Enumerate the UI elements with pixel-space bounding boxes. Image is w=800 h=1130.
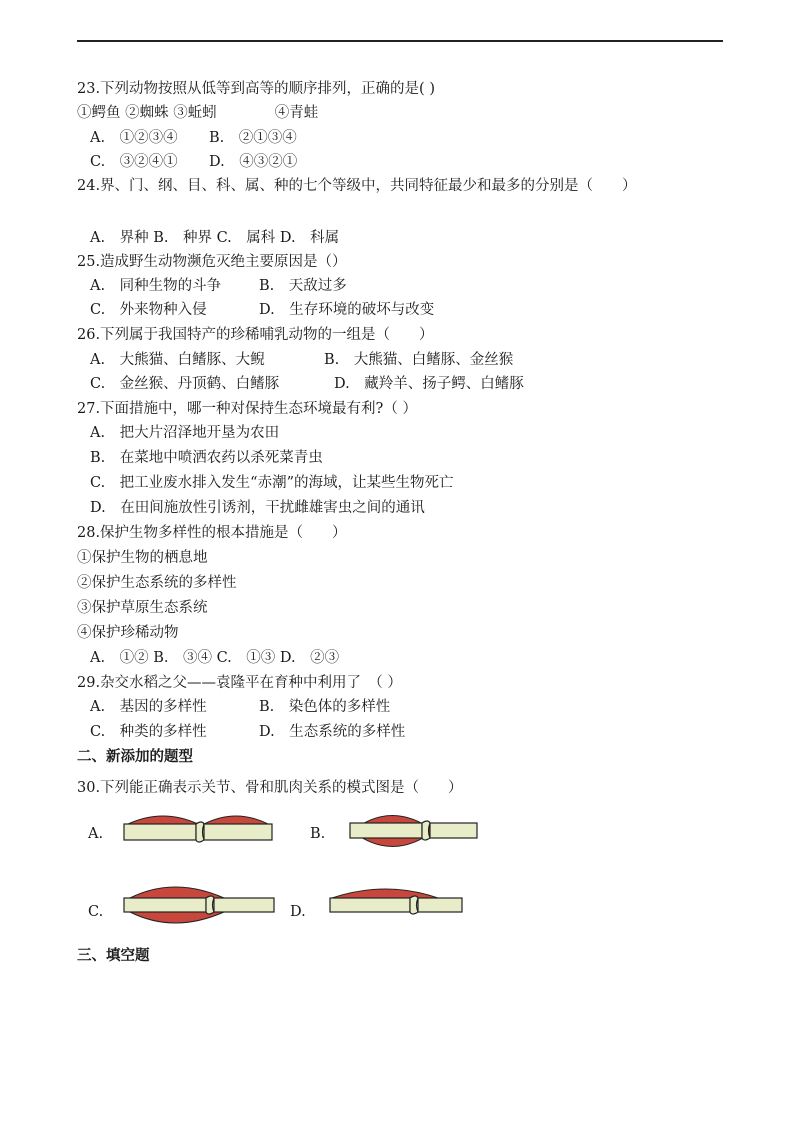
- q28-item-4: ④保护珍稀动物: [77, 625, 179, 641]
- q29-option-c: C. 种类的多样性: [90, 724, 207, 740]
- q23-items: ①鳄鱼 ②蜘蛛 ③蚯蚓 ④青蛙: [77, 105, 319, 121]
- q27-option-a: A. 把大片沼泽地开垦为农田: [90, 425, 280, 441]
- q27-stem: 27.下面措施中，哪一种对保持生态环境最有利?（ ）: [77, 401, 417, 417]
- q30-option-d-label: D.: [290, 904, 306, 920]
- q25-option-b: B. 天敌过多: [259, 278, 347, 294]
- q29-option-d: D. 生态系统的多样性: [259, 724, 406, 740]
- q25-stem: 25.造成野生动物濒危灭绝主要原因是（）: [77, 254, 347, 270]
- q28-item-1: ①保护生物的栖息地: [77, 550, 208, 566]
- q27-option-b: B. 在菜地中喷洒农药以杀死菜青虫: [90, 450, 323, 466]
- q28-options: A. ①② B. ③④ C. ①③ D. ②③: [90, 650, 340, 666]
- q28-item-2: ②保护生态系统的多样性: [77, 575, 237, 591]
- q23-option-c: C. ③②④①: [90, 154, 178, 170]
- q26-option-a: A. 大熊猫、白鳍豚、大鲵: [90, 352, 265, 368]
- q30-option-a-label: A.: [88, 826, 104, 842]
- q28-item-3: ③保护草原生态系统: [77, 600, 208, 616]
- q30-option-c-label: C.: [88, 904, 104, 920]
- joint-diagram-b[interactable]: [346, 806, 481, 856]
- q25-option-a: A. 同种生物的斗争: [90, 278, 222, 294]
- q27-option-c: C. 把工业废水排入发生“赤潮”的海域，让某些生物死亡: [90, 475, 454, 491]
- joint-diagram-a[interactable]: [118, 810, 278, 854]
- q26-option-d: D. 藏羚羊、扬子鳄、白鳍豚: [334, 376, 524, 392]
- q23-stem: 23.下列动物按照从低等到高等的顺序排列，正确的是( ): [77, 81, 435, 97]
- q24-stem: 24.界、门、纲、目、科、属、种的七个等级中，共同特征最少和最多的分别是（ ）: [77, 178, 637, 194]
- q23-option-a: A. ①②③④: [90, 130, 178, 146]
- q28-stem: 28.保护生物多样性的根本措施是（ ）: [77, 525, 347, 541]
- q25-option-d: D. 生存环境的破坏与改变: [259, 302, 435, 318]
- q30-stem: 30.下列能正确表示关节、骨和肌肉关系的模式图是（ ）: [77, 780, 463, 796]
- q26-stem: 26.下列属于我国特产的珍稀哺乳动物的一组是（ ）: [77, 327, 434, 343]
- section-heading-3: 三、填空题: [77, 948, 150, 964]
- q27-option-d: D. 在田间施放性引诱剂，干扰雌雄害虫之间的通讯: [90, 500, 425, 516]
- q29-option-a: A. 基因的多样性: [90, 699, 207, 715]
- q29-option-b: B. 染色体的多样性: [259, 699, 391, 715]
- q30-option-b-label: B.: [310, 826, 326, 842]
- header-rule: [77, 40, 723, 42]
- q29-stem: 29.杂交水稻之父——袁隆平在育种中利用了 （ ）: [77, 675, 402, 691]
- q25-option-c: C. 外来物种入侵: [90, 302, 207, 318]
- q24-options: A. 界种 B. 种界 C. 属科 D. 科属: [90, 230, 340, 246]
- section-heading-2: 二、新添加的题型: [77, 749, 193, 765]
- joint-diagram-d[interactable]: [326, 882, 466, 926]
- q26-option-c: C. 金丝猴、丹顶鹤、白鳍豚: [90, 376, 280, 392]
- q23-option-d: D. ④③②①: [209, 154, 298, 170]
- joint-diagram-c[interactable]: [120, 880, 280, 930]
- q26-option-b: B. 大熊猫、白鳍豚、金丝猴: [324, 352, 514, 368]
- q23-option-b: B. ②①③④: [209, 130, 297, 146]
